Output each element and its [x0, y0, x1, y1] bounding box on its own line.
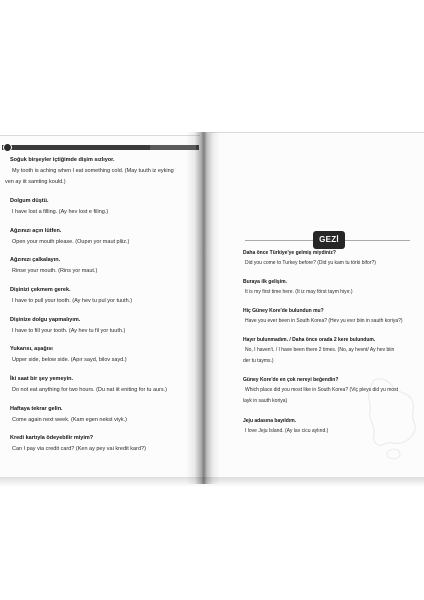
phrase-entry	[243, 375, 398, 407]
header-bullet-icon	[3, 143, 12, 152]
phrase-entry	[243, 248, 376, 270]
section-title-badge: GEZİ	[313, 231, 345, 249]
english-translation-continued: layk in sauth koriya)	[243, 398, 288, 405]
turkish-phrase: Dişinizi çekmem gerek.	[10, 286, 71, 293]
phrase-entry	[10, 196, 108, 218]
english-translation: Rinse your mouth. (Rins yor maut.)	[12, 267, 98, 274]
english-translation: I have lost a filling. (Ay hev lost e filing.)	[12, 208, 109, 215]
english-translation: I have to pull your tooth. (Ay hev tu pul yor tuuth.)	[12, 297, 133, 304]
phrase-entry	[10, 226, 129, 248]
english-translation: Which place did you most like in South Korea? (Viç pleys did yu most	[245, 387, 399, 394]
left-page-top-edge	[0, 135, 200, 136]
turkish-phrase: Dolgum düştü.	[10, 197, 49, 204]
turkish-phrase: Buraya ilk gelişim.	[243, 278, 287, 285]
phrase-entry	[10, 344, 127, 366]
turkish-phrase: Ağzınızı açın lütfen.	[10, 227, 62, 234]
right-page-top-edge	[210, 132, 424, 133]
turkish-phrase: Kredi kartıyla ödeyebilir miyim?	[10, 434, 94, 441]
phrase-entry	[10, 404, 127, 426]
english-translation: Did you come to Turkey before? (Did yu kam tu törki bifor?)	[245, 260, 376, 267]
phrase-entry	[5, 155, 174, 188]
phrase-entry	[243, 335, 394, 367]
english-translation: I love Jeju Island. (Ay lav cicu aylınd.)	[245, 428, 329, 435]
english-translation: Upper side, below side. (Apır sayd, bilov sayd.)	[12, 356, 127, 363]
english-translation-continued: der tu tayms.)	[243, 358, 274, 365]
turkish-phrase: Daha önce Türkiye'ye gelmiş miydiniz?	[243, 249, 336, 256]
english-translation-continued: ven ay iit samting kould.)	[5, 178, 66, 185]
turkish-phrase: Jeju adasına bayıldım.	[243, 417, 297, 424]
phrase-entry	[243, 416, 328, 438]
english-translation: Can I pay via credit card? (Ken ay pey vai kredit kard?)	[12, 445, 146, 452]
english-translation: No, I haven't. / I have been there 2 times. (No, ay hevnt/ Ay hev biin	[245, 347, 395, 354]
turkish-phrase: Ağzınızı çalkalayın.	[10, 256, 61, 263]
phrase-entry	[243, 277, 353, 299]
turkish-phrase: Soğuk birşeyler içtiğimde dişim sızlıyor.	[10, 156, 115, 163]
english-translation: Come again next week. (Kam egen nekst viyk.)	[12, 416, 127, 423]
english-translation: My tooth is aching when I eat something cold. (May tuuth iz eyking	[12, 167, 174, 174]
english-translation: I have to fill your tooth. (Ay hev tu fil yor tuuth.)	[12, 327, 126, 334]
turkish-phrase: Dişinize dolgu yapmalıyım.	[10, 316, 81, 323]
turkish-phrase: Güney Kore'de en çok nereyi beğendin?	[243, 376, 339, 383]
turkish-phrase: Hiç Güney Kore'de bulundun mu?	[243, 307, 324, 314]
phrase-entry	[10, 255, 97, 277]
english-translation: Open your mouth please. (Oupın yor maut pliiz.)	[12, 238, 130, 245]
phrase-entry	[10, 285, 132, 307]
book-bottom-edge	[0, 477, 424, 487]
left-page-header-tab	[150, 145, 196, 150]
book-gutter	[186, 132, 220, 484]
english-translation: Do not eat anything for two hours. (Du nat iit eniting for tu aurs.)	[12, 386, 167, 393]
phrase-entry	[243, 306, 403, 328]
turkish-phrase: Haftaya tekrar gelin.	[10, 405, 63, 412]
phrase-entry	[10, 433, 146, 455]
phrase-entry	[10, 315, 125, 337]
english-translation: It is my first time here. (It iz may först taym hiyır.)	[245, 289, 353, 296]
phrase-entry	[10, 374, 167, 396]
english-translation: Have you ever been in South Korea? (Hev yu evır biin in sauth koriya?)	[245, 318, 403, 325]
turkish-phrase: Hayır bulunmadım. / Daha önce orada 2 kere bulundum.	[243, 336, 376, 343]
turkish-phrase: Yukarısı, aşağısı	[10, 345, 53, 352]
turkish-phrase: İki saat bir şey yemeyin.	[10, 375, 73, 382]
